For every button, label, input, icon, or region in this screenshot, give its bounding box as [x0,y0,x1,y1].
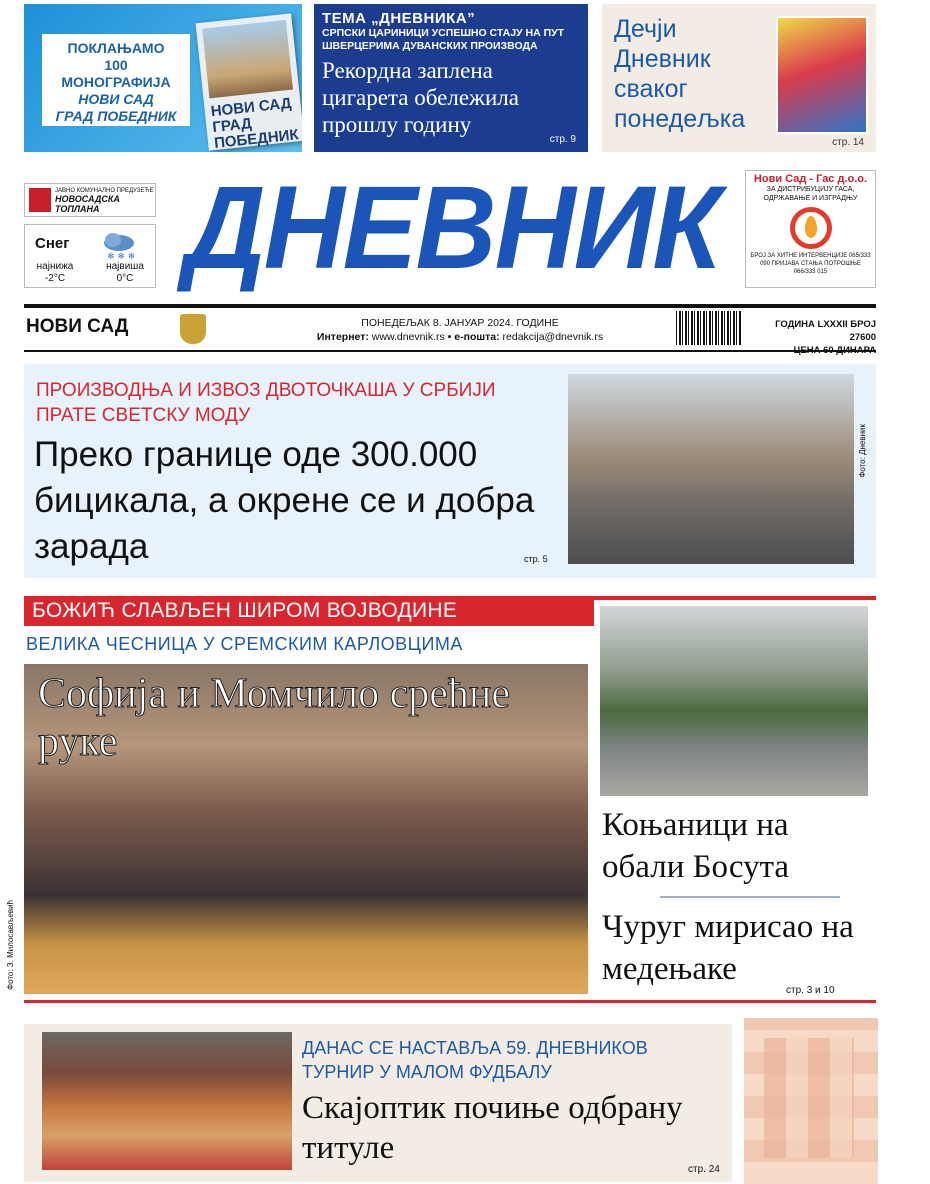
rule [594,596,876,600]
rule [24,304,876,308]
dateline-info [310,316,610,344]
weather-condition: Снег [35,235,70,252]
cyclists-street-photo [568,374,854,564]
sponsor-box[interactable] [24,183,156,217]
page-reference: стр. 24 [688,1164,720,1175]
futsal-match-photo [42,1032,292,1170]
photo-credit: Фото: Дневник [858,424,867,478]
website-link[interactable]: www.dnevnik.rs [371,331,445,343]
sponsor-small-text: ЈАВНО КОМУНАЛНО ПРЕДУЗЕЋЕ [55,188,154,194]
divider [660,896,840,898]
email-label: е-пошта: [454,331,500,343]
svg-text:❄ ❄ ❄: ❄ ❄ ❄ [107,252,136,261]
kids-drawing-image [776,16,868,134]
page-reference: стр. 14 [832,137,864,148]
promo-line: Дечји [614,15,677,43]
gas-company-ad[interactable] [745,170,876,288]
horse-riders-photo [600,606,868,796]
kids-promo-text [614,14,745,134]
weather-high [97,261,153,285]
futsal-story[interactable] [24,1024,732,1182]
ad-company-name: Нови Сад - Гас д.о.о. [753,173,868,185]
story-headline[interactable]: Скајоптик почиње одбрану титуле [302,1090,683,1166]
contact-line [310,330,610,344]
weather-low [31,261,79,285]
page-reference: стр. 5 [524,554,548,564]
kids-promo[interactable] [602,4,876,152]
riders-headline[interactable]: Коњаници на обали Босута [602,807,790,885]
promo-line: ГРАД ПОБЕДНИК [55,108,177,124]
tema-label: ТЕМА „ДНЕВНИКА” [322,10,476,27]
rule [24,350,876,352]
promo-line: ПОКЛАЊАМО [67,40,165,56]
ad-text: ЗА ДИСТРИБУЦИЈУ ГАСА, ОДРЖАВАЊЕ И ИЗГРАДЊУ [763,186,858,202]
tema-promo[interactable] [314,4,588,152]
city-name: НОВИ САД [26,316,129,337]
monograph-promo[interactable] [24,4,302,152]
promo-line: МОНОГРАФИЈА [61,74,171,90]
promo-line: понедељка [614,105,746,133]
story-kicker: ПРОИЗВОДЊА И ИЗВОЗ ДВОТОЧКАША У СРБИЈИ ПРАТЕ СВЕТСКУ МОДУ [36,380,496,426]
bicycle-story[interactable] [24,364,876,578]
bullet-separator: • [447,331,452,343]
page-reference: стр. 3 и 10 [786,985,835,996]
promo-line: 100 [104,57,128,73]
low-value: -2°C [44,273,66,284]
page-reference: стр. 9 [549,134,576,145]
book-title: НОВИ САД ГРАД ПОБЕДНИК [210,94,300,152]
story-headline[interactable]: Преко границе оде 300.000 бицикала, а окрене се и добра зарада [34,435,535,566]
flame-icon [790,207,832,249]
promo-line: сваког [614,75,688,103]
cesnica-crowd-photo[interactable] [24,664,588,994]
promo-line: Дневник [614,45,711,73]
issue-number: ГОДИНА LXXXII БРОЈ 27600 [775,319,876,343]
high-value: 0°C [116,273,134,284]
internet-label: Интернет: [316,331,369,343]
barcode [676,311,742,345]
promo-line: НОВИ САД [78,91,154,107]
newspaper-title[interactable]: ДНЕВНИК [184,162,720,294]
tema-subtitle: СРПСКИ ЦАРИНИЦИ УСПЕШНО СТАЈУ НА ПУТ ШВЕРЦЕРИМА ДУВАНСКИХ ПРОИЗВОДА [322,27,565,52]
christmas-kicker: БОЖИЋ СЛАВЉЕН ШИРОМ ВОЈВОДИНЕ [24,596,594,626]
sponsor-name: НОВОСАДСКА ТОПЛАНА [55,194,120,214]
monograph-book-image [196,13,302,150]
photo-headline[interactable]: Софија и Момчило срећне руке [38,671,511,765]
rule [24,1000,876,1003]
snow-cloud-icon [99,231,139,261]
book-cover-photo [202,20,293,98]
ad-footer: БРОЈ ЗА ХИТНЕ ИНТЕРВЕНЦИЈЕ 065/333 090 ПРИЈАВА СТАЊА ПОТРОШЊЕ 066/333 015 [750,253,871,275]
story-kicker: ДАНАС СЕ НАСТАВЉА 59. ДНЕВНИКОВ ТУРНИР У МАЛОМ ФУДБАЛУ [302,1038,648,1082]
toplana-logo [29,188,51,212]
photo-credit: Фото: З. Милосављевић [6,900,15,991]
tema-headline: Рекордна заплена цигарета обележила прошлу годину [322,58,519,137]
weather-box [24,224,156,288]
low-label: најнижа [36,261,74,272]
curug-headline[interactable]: Чуруг мирисао на медењаке [602,909,854,987]
city-crest-icon [180,314,206,344]
christmas-subtitle: ВЕЛИКА ЧЕСНИЦА У СРЕМСКИМ КАРЛОВЦИМА [26,634,463,654]
pixelated-ad [744,1018,878,1184]
monograph-promo-text [42,34,190,126]
issue-date: ПОНЕДЕЉАК 8. ЈАНУАР 2024. ГОДИНЕ [361,317,559,329]
high-label: највиша [106,261,144,272]
email-link[interactable]: redakcija@dnevnik.rs [502,331,604,343]
